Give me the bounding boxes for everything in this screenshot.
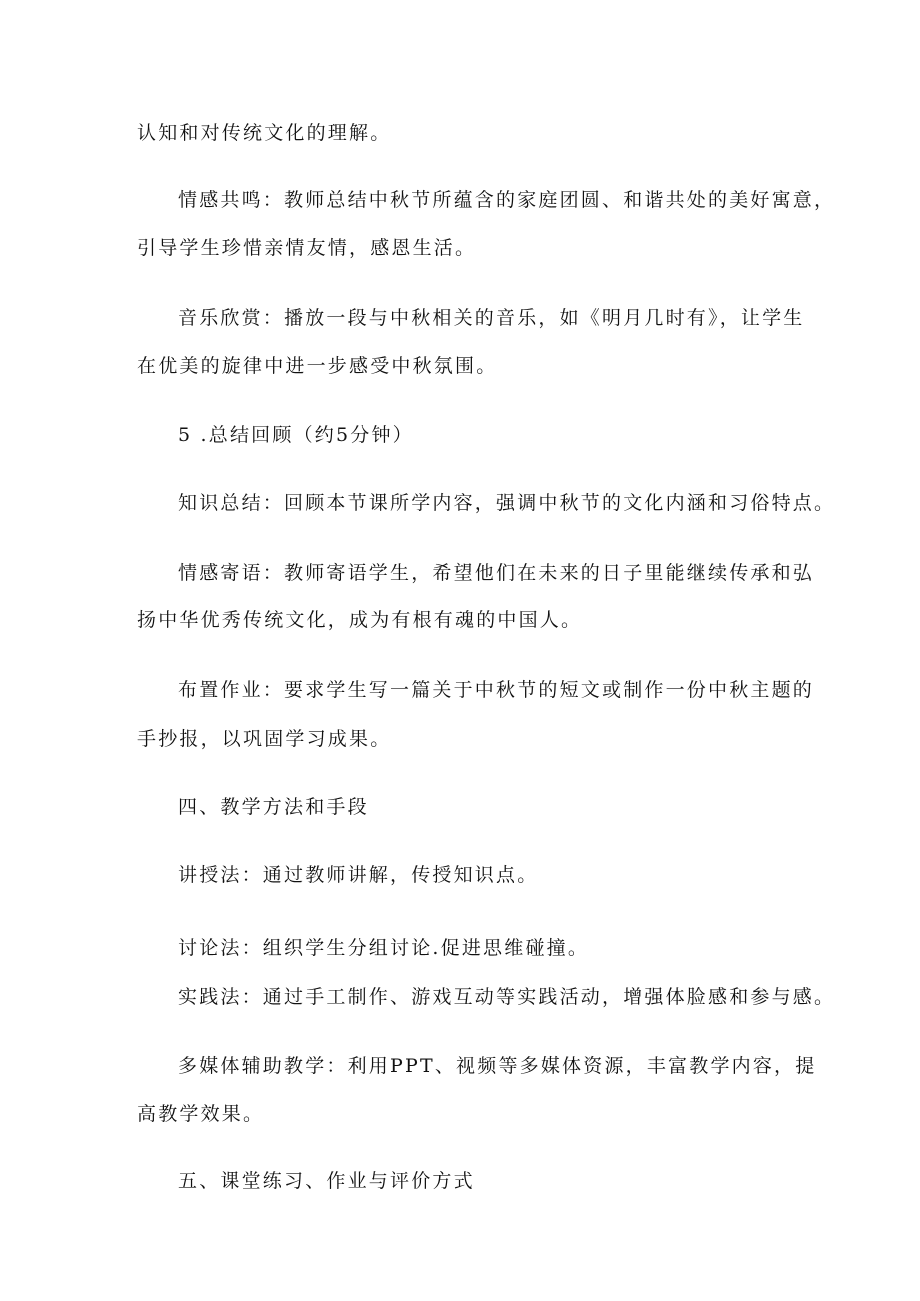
text-line: 引导学生珍惜亲情友情，感恩生活。 <box>137 237 477 259</box>
section-heading: 五、课堂练习、作业与评价方式 <box>178 1170 475 1192</box>
text-line: 讲授法：通过教师讲解，传授知识点。 <box>178 864 539 886</box>
section-heading: 四、教学方法和手段 <box>178 796 369 818</box>
text-line: 布置作业：要求学生写一篇关于中秋节的短文或制作一份中秋主题的 <box>178 679 815 701</box>
text-line: 情感共鸣：教师总结中秋节所蕴含的家庭团圆、和谐共处的美好寓意， <box>178 189 836 211</box>
text-line: 手抄报，以巩固学习成果。 <box>137 728 392 750</box>
text-line: 讨论法：组织学生分组讨论.促进思维碰撞。 <box>178 937 590 959</box>
text-line: 多媒体辅助教学：利用PPT、视频等多媒体资源，丰富教学内容，提 <box>178 1055 817 1077</box>
text-line: 扬中华优秀传统文化，成为有根有魂的中国人。 <box>137 609 583 631</box>
text-line: 高教学效果。 <box>137 1103 265 1125</box>
text-line: 情感寄语：教师寄语学生，希望他们在未来的日子里能继续传承和弘 <box>178 562 815 584</box>
text-line: 在优美的旋律中进一步感受中秋氛围。 <box>137 355 498 377</box>
text-line: 认知和对传统文化的理解。 <box>137 122 392 144</box>
text-line: 音乐欣赏：播放一段与中秋相关的音乐，如《明月几时有》，让学生 <box>178 307 805 329</box>
text-line: 实践法：通过手工制作、游戏互动等实践活动，增强体脸感和参与感。 <box>178 986 836 1008</box>
text-line: 知识总结：回顾本节课所学内容，强调中秋节的文化内涵和习俗特点。 <box>178 492 836 514</box>
section-heading: 5 .总结回顾（约5分钟） <box>178 424 414 446</box>
